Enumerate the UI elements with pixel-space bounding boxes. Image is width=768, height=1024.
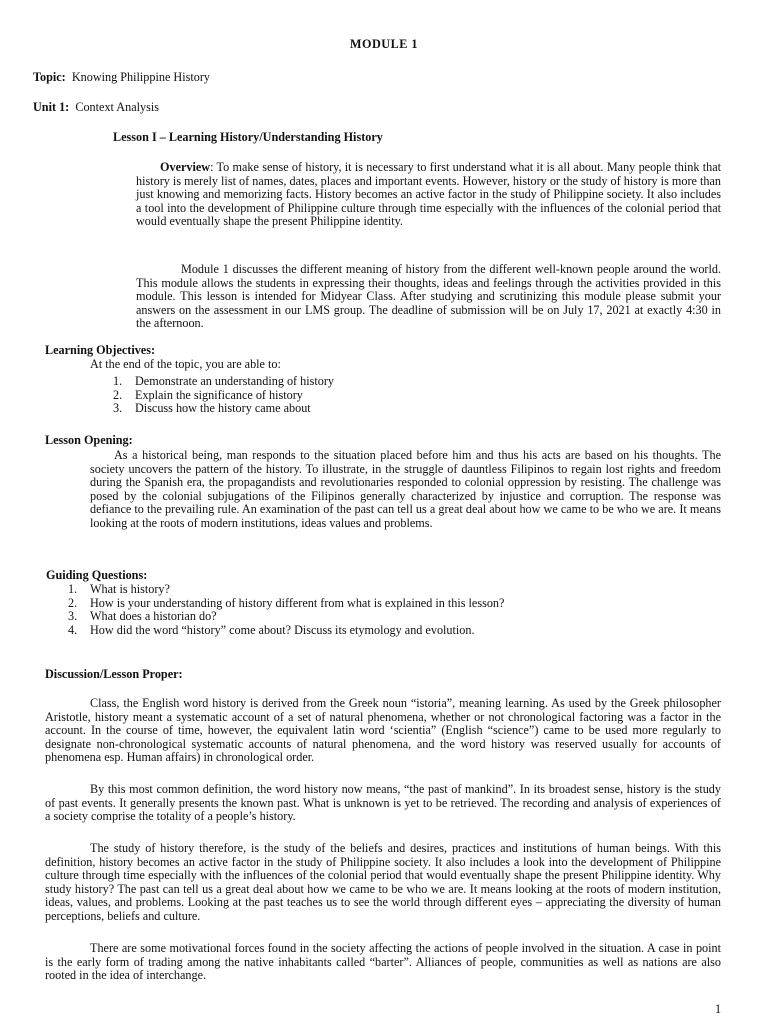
overview-paragraph <box>136 161 721 229</box>
objectives-heading: Learning Objectives: <box>45 343 156 357</box>
overview-text: : To make sense of history, it is necessary to first understand what it is all about. Many people think that history is merely list of names, dates, places and important events. However, history or the study of history is more than just knowing and memorizing facts. History becomes an active factor in the study of Philippine society. It also includes a tool into the development of Philippine culture through time especially with the influences of the colonial period that would eventually shape the present Philippine identity. <box>136 160 721 229</box>
list-item: 1. What is history? <box>68 582 170 596</box>
discussion-paragraph-4: There are some motivational forces found in the society affecting the actions of people involved in the situation. A case in point is the early form of trading among the native inhabitants called “barter”. Alliances of people, communities as well as nations are also rooted in the idea of interchange. <box>45 941 721 983</box>
list-item: 1. Demonstrate an understanding of history <box>113 374 335 388</box>
lesson-title: Lesson I – Learning History/Understanding History <box>113 130 383 144</box>
list-item: 3. Discuss how the history came about <box>113 401 311 416</box>
unit-value: Context Analysis <box>75 100 159 114</box>
guiding-heading: Guiding Questions: <box>46 568 148 582</box>
list-item: 3. What does a historian do? <box>68 609 217 624</box>
discussion-paragraph-2: By this most common definition, the word history now means, “the past of mankind”. In its broadest sense, history is the study of past events. It generally presents the known past. What is unknown is yet to be retrieved. The recording and analysis of experiences of a society comprise the totality of a people’s history. <box>45 782 721 824</box>
discussion-heading: Discussion/Lesson Proper: <box>45 667 183 681</box>
list-item: 2. How is your understanding of history different from what is explained in this lesson? <box>68 595 505 610</box>
list-item: 4. How did the word “history” come about? Discuss its etymology and evolution. <box>68 622 475 637</box>
module-title: MODULE 1 <box>350 37 418 51</box>
page-number: 1 <box>715 1002 722 1016</box>
guiding-list <box>68 583 668 637</box>
objectives-list <box>113 375 513 416</box>
overview-label: Overview <box>160 160 211 174</box>
unit-label: Unit 1: <box>33 100 70 114</box>
unit-line <box>33 101 159 115</box>
discussion-paragraph-1: Class, the English word history is derived from the Greek noun “istoria”, meaning learning. As used by the Greek philosopher Aristotle, history meant a systematic account of a set of natural phenomena, whether or not chronological factoring was a factor in the account. In the course of time, however, the equivalent latin word ‘scientia” (English “science”) came to be used more regularly to designate non-chronological systematic accounts of natural phenomena, and the word history was reserved usually for accounts of phenomena esp. Human affairs) in chronological order. <box>45 696 721 765</box>
topic-line <box>33 71 210 85</box>
topic-value: Knowing Philippine History <box>71 70 210 84</box>
opening-heading: Lesson Opening: <box>45 433 133 447</box>
opening-paragraph: As a historical being, man responds to the situation placed before him and thus his acts are based on his thoughts. The society uncovers the pattern of the history. To illustrate, in the struggle of dauntless Filipinos to regain lost rights and freedom during the Spanish era, the propagandists and revolutionaries responded to colonial oppression by resisting. The challenge was posed by the colonial subjugations of the Filipinos generally characterized by injustice and corruption. The response was defiance to the prevailing rule. An examination of the past can tell us a great deal about how we came to be who we are. It means looking at the roots of modern institutions, ideas values and problems. <box>90 448 721 530</box>
objectives-intro: At the end of the topic, you are able to: <box>90 357 281 371</box>
topic-label: Topic: <box>33 70 66 84</box>
module-intro-paragraph: Module 1 discusses the different meaning of history from the different well-known people around the world. This module allows the students in expressing their thoughts, ideas and feelings through the activities provided in this module. This lesson is intended for Midyear Class. After studying and scrutinizing this module please submit your answers on the assessment in our LMS group. The deadline of submission will be on July 17, 2021 at exactly 4:30 in the afternoon. <box>136 262 721 331</box>
list-item: 2. Explain the significance of history <box>113 387 303 402</box>
discussion-paragraph-3: The study of history therefore, is the study of the beliefs and desires, practices and institutions of human beings. With this definition, history becomes an active factor in the study of Philippine society. It also includes a look into the development of Philippine culture through time especially with the influences of the colonial period that would eventually shape the present Philippine identity. Why study history? The past can tell us a great deal about how we came to be who we are. It means looking at the roots of modern institution, ideas, values, and problems. Looking at the past teaches us to see the world through different eyes – appreciating the diversity of human perceptions, beliefs and culture. <box>45 841 721 923</box>
